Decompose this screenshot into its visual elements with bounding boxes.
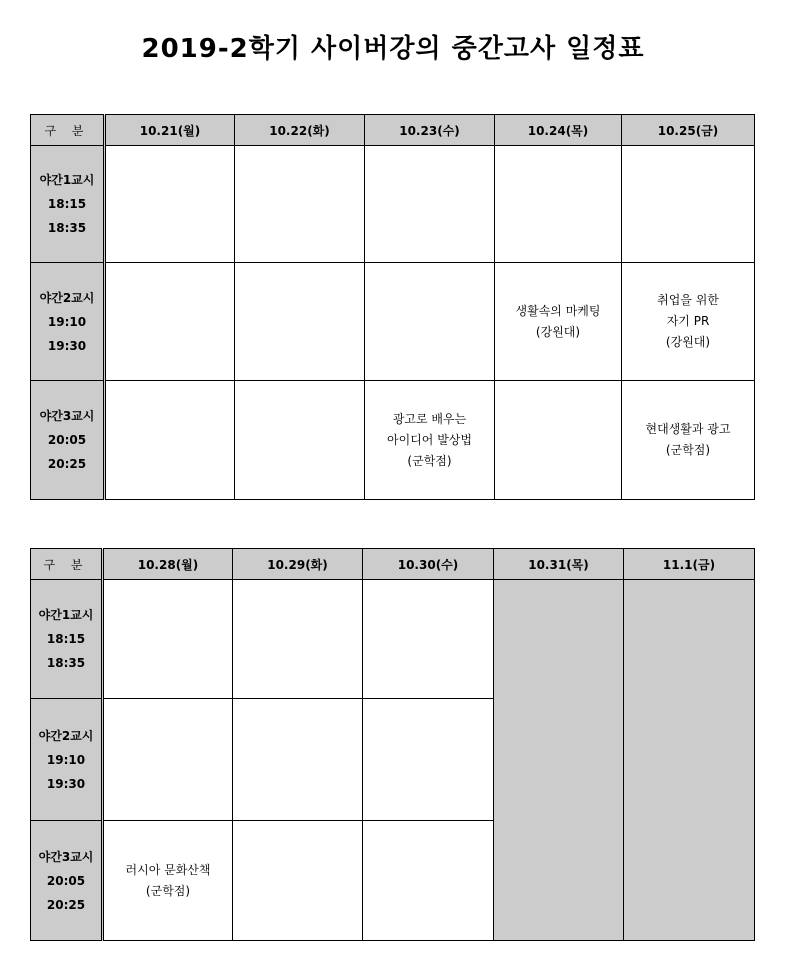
schedule-cell [363,699,494,821]
week1-schedule-table [30,114,755,500]
schedule-cell [103,580,233,699]
schedule-cell [233,699,363,821]
period-row [31,146,755,263]
period-label: 야간1교시 18:15 18:35 [31,580,103,699]
date-header: 10.31(목) [494,549,624,580]
course-cell: 취업을 위한 자기 PR (강원대) [622,263,755,381]
date-header: 10.25(금) [622,115,755,146]
date-header: 10.21(월) [105,115,235,146]
period-label: 야간3교시 20:05 20:25 [31,381,105,500]
week2-header-row [31,549,755,580]
week1-header-row [31,115,755,146]
corner-label: 구 분 [31,115,105,146]
schedule-cell [233,821,363,941]
schedule-cell [495,146,622,263]
period-row [31,580,755,699]
schedule-cell [235,146,365,263]
course-cell: 생활속의 마케팅 (강원대) [495,263,622,381]
schedule-cell [363,821,494,941]
period-label: 야간1교시 18:15 18:35 [31,146,105,263]
week2-schedule-table [30,548,755,941]
date-header: 10.29(화) [233,549,363,580]
schedule-cell [622,146,755,263]
page-title: 2019-2학기 사이버강의 중간고사 일정표 [141,34,645,64]
schedule-cell [235,263,365,381]
schedule-cell [365,146,495,263]
schedule-cell [103,699,233,821]
date-header: 10.23(수) [365,115,495,146]
schedule-cell [495,381,622,500]
period-row [31,381,755,500]
date-header: 10.28(월) [103,549,233,580]
course-cell: 현대생활과 광고 (군학점) [622,381,755,500]
no-exam-cell [624,580,755,941]
schedule-cell [105,146,235,263]
date-header: 10.22(화) [235,115,365,146]
no-exam-cell [494,580,624,941]
course-cell: 러시아 문화산책 (군학점) [103,821,233,941]
schedule-cell [365,263,495,381]
schedule-cell [233,580,363,699]
date-header: 10.24(목) [495,115,622,146]
period-label: 야간3교시 20:05 20:25 [31,821,103,941]
schedule-cell [105,263,235,381]
schedule-cell [105,381,235,500]
period-row [31,263,755,381]
date-header: 10.30(수) [363,549,494,580]
period-label: 야간2교시 19:10 19:30 [31,263,105,381]
schedule-cell [363,580,494,699]
corner-label: 구 분 [31,549,103,580]
period-label: 야간2교시 19:10 19:30 [31,699,103,821]
schedule-cell [235,381,365,500]
date-header: 11.1(금) [624,549,755,580]
course-cell: 광고로 배우는 아이디어 발상법 (군학점) [365,381,495,500]
